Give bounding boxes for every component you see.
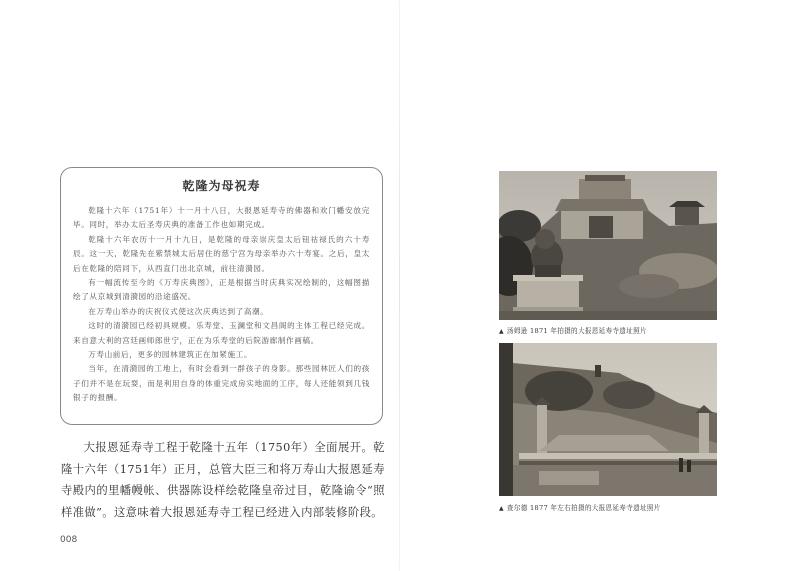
- body-paragraph: 大报恩延寿寺工程于乾隆十五年（1750年）全面展开。乾隆十六年（1751年）正月，总管大臣三和将万寿山大报恩延寿寺殿内的里幡幔帐、供器陈设样绘乾隆皇帝过目，乾隆谕令“照样准做”。这意味着大报恩延寿寺工程已经进入内部装修阶段。: [61, 441, 385, 519]
- caption-text: 查尔德 1877 年左右拍摄的大报恩延寿寺遗址照片: [506, 504, 661, 512]
- sidebar-paragraph: 当年，在清漪园的工地上，有时会看到一群孩子的身影。那些园林匠人们的孩子们并不是在玩耍，而是利用自身的体重完成房实地面的工序，每人还能领到几钱银子的报酬。: [73, 364, 370, 403]
- main-text: [61, 437, 385, 523]
- photo-temple-ruins-1871: [499, 171, 717, 320]
- sidebar-paragraph: 乾隆十六年（1751年）十一月十八日，大报恩延寿寺的佛器和欢门幡安放完毕。同时，举办太后圣寿庆典的准备工作也如期完成。: [73, 206, 370, 230]
- photo-1-caption: [499, 325, 739, 335]
- page-number: 008: [60, 535, 78, 545]
- photo-2-image: [499, 343, 717, 496]
- sidebar-box: [60, 167, 383, 425]
- photo-2-caption: [499, 502, 739, 512]
- caption-triangle-icon: ▲: [499, 328, 504, 335]
- sidebar-paragraph: 万寿山前后，更多的园林建筑正在加紧施工。: [88, 350, 253, 360]
- sidebar-paragraph: 在万寿山举办的庆祝仪式使这次庆典达到了高潮。: [88, 306, 269, 316]
- sidebar-paragraph: 有一幅流传至今的《万寿庆典图》，正是根据当时庆典实况绘制的，这幅图描绘了从京城到清漪园的沿途盛况。: [73, 278, 370, 302]
- caption-text: 汤姆逊 1871 年拍摄的大报恩延寿寺遗址照片: [506, 327, 647, 335]
- sidebar-title: 乾隆为母祝寿: [182, 179, 261, 193]
- sidebar-body: [73, 204, 370, 406]
- sidebar-paragraph: 这时的清漪园已经初具规模。乐寿堂、玉澜堂和文昌阁的主体工程已经完成。来自意大利的宫廷画师郎世宁，正在为乐寿堂的后院游廊制作画稿。: [73, 321, 370, 345]
- photo-1-image: [499, 171, 717, 320]
- photo-temple-ruins-1877: [499, 343, 717, 496]
- book-spine: [399, 0, 400, 571]
- sidebar-paragraph: 乾隆十六年农历十一月十九日，是乾隆的母亲崇庆皇太后钮祜禄氏的六十寿辰。这一天，乾隆先在紫禁城太后居住的慈宁宫为母亲举办六十寿宴。之后，皇太后在乾隆的陪同下，从西直门出北京城，前往清漪园。: [73, 234, 370, 273]
- caption-triangle-icon: ▲: [499, 505, 504, 512]
